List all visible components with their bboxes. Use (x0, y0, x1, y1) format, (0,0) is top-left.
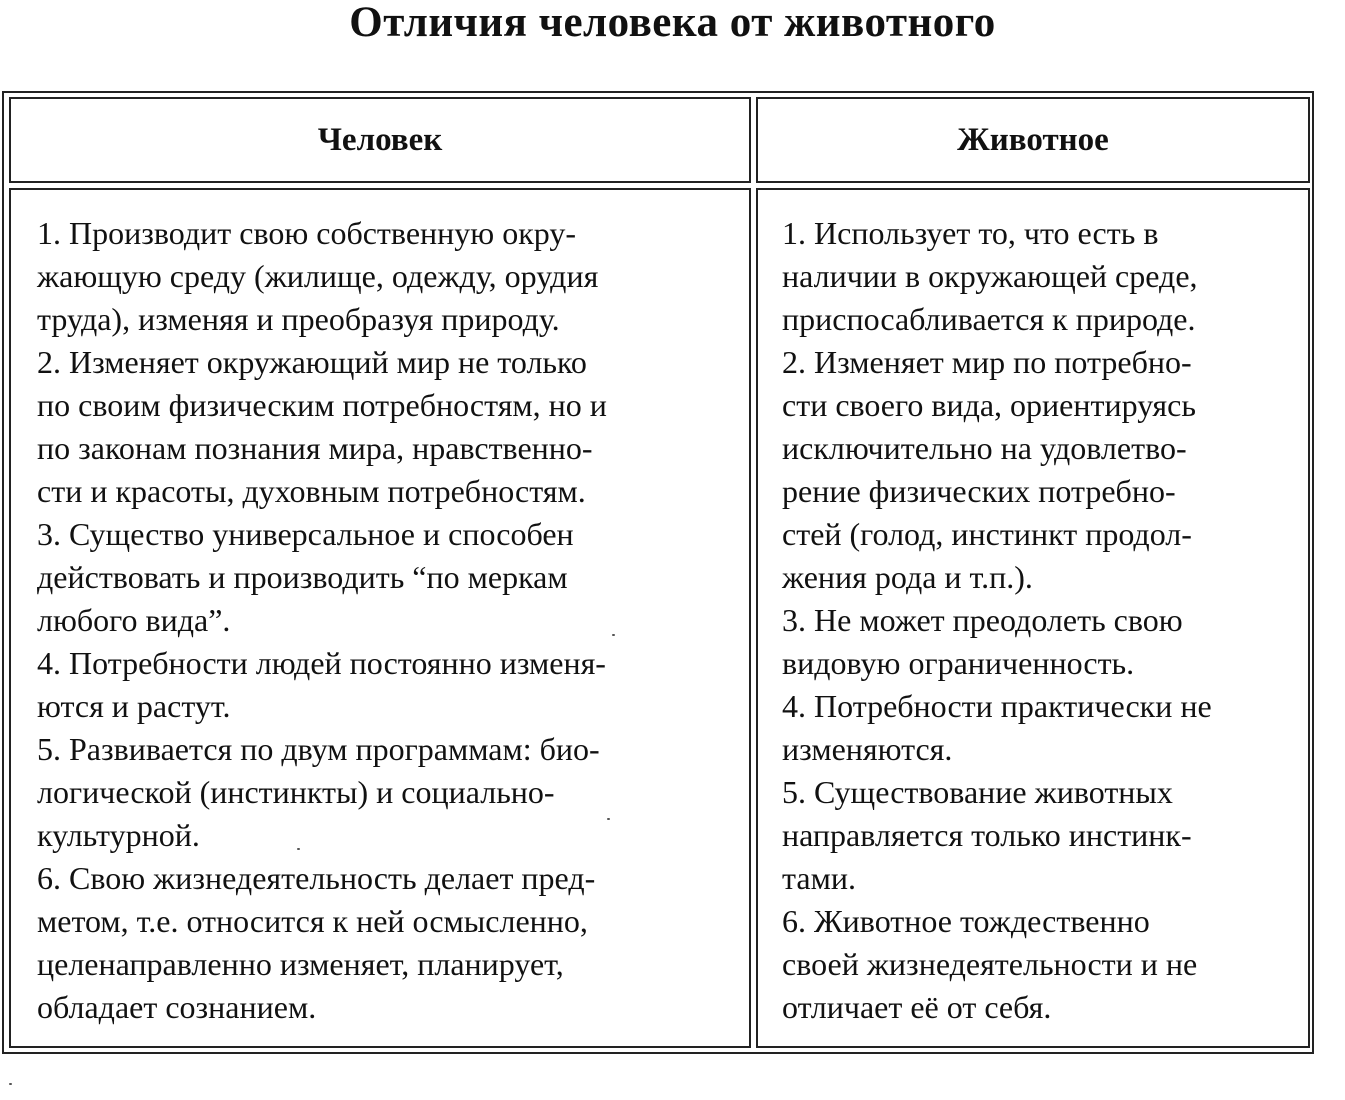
column-header-human: Человек (9, 97, 751, 183)
scan-speck (612, 634, 615, 636)
scan-speck (297, 848, 300, 850)
human-cell (9, 188, 751, 1048)
comparison-table (2, 91, 1314, 1054)
column-header-animal: Животное (756, 97, 1310, 183)
animal-traits-text: 1. Использует то, что есть в наличии в окружающей среде, приспосабливается к природе. 2. Изменяет мир по потребно- сти своего вида, ориентируясь исключительно на удовлетво- рение физических потребно- стей (голод, инстинкт продол- жения рода и т.п.). 3. Не может преодолеть свою видовую ограниченность. 4. Потребности практически не изменяются. 5. Существование животных направляется только инстинк- тами. 6. Животное тождественно своей жизнедеятельности и не отличает её от себя. (782, 215, 1212, 1025)
scan-speck (607, 818, 610, 820)
page-title: Отличия человека от животного (349, 0, 996, 46)
animal-cell (756, 188, 1310, 1048)
scan-speck (9, 1083, 12, 1085)
human-traits-text: 1. Производит свою собственную окру- жающую среду (жилище, одежду, орудия труда), изменяя и преобразуя природу. 2. Изменяет окружающий мир не только по своим физическим потребностям, но и по законам познания мира, нравственно- сти и красоты, духовным потребностям. 3. Существо универсальное и способен действовать и производить “по меркам любого вида”. 4. Потребности людей постоянно изменя- ются и растут. 5. Развивается по двум программам: био- логической (инстинкты) и социально- культурной. 6. Свою жизнедеятельность делает пред- метом, т.е. относится к ней осмысленно, целенаправленно изменяет, планирует, обладает сознанием. (37, 215, 607, 1025)
